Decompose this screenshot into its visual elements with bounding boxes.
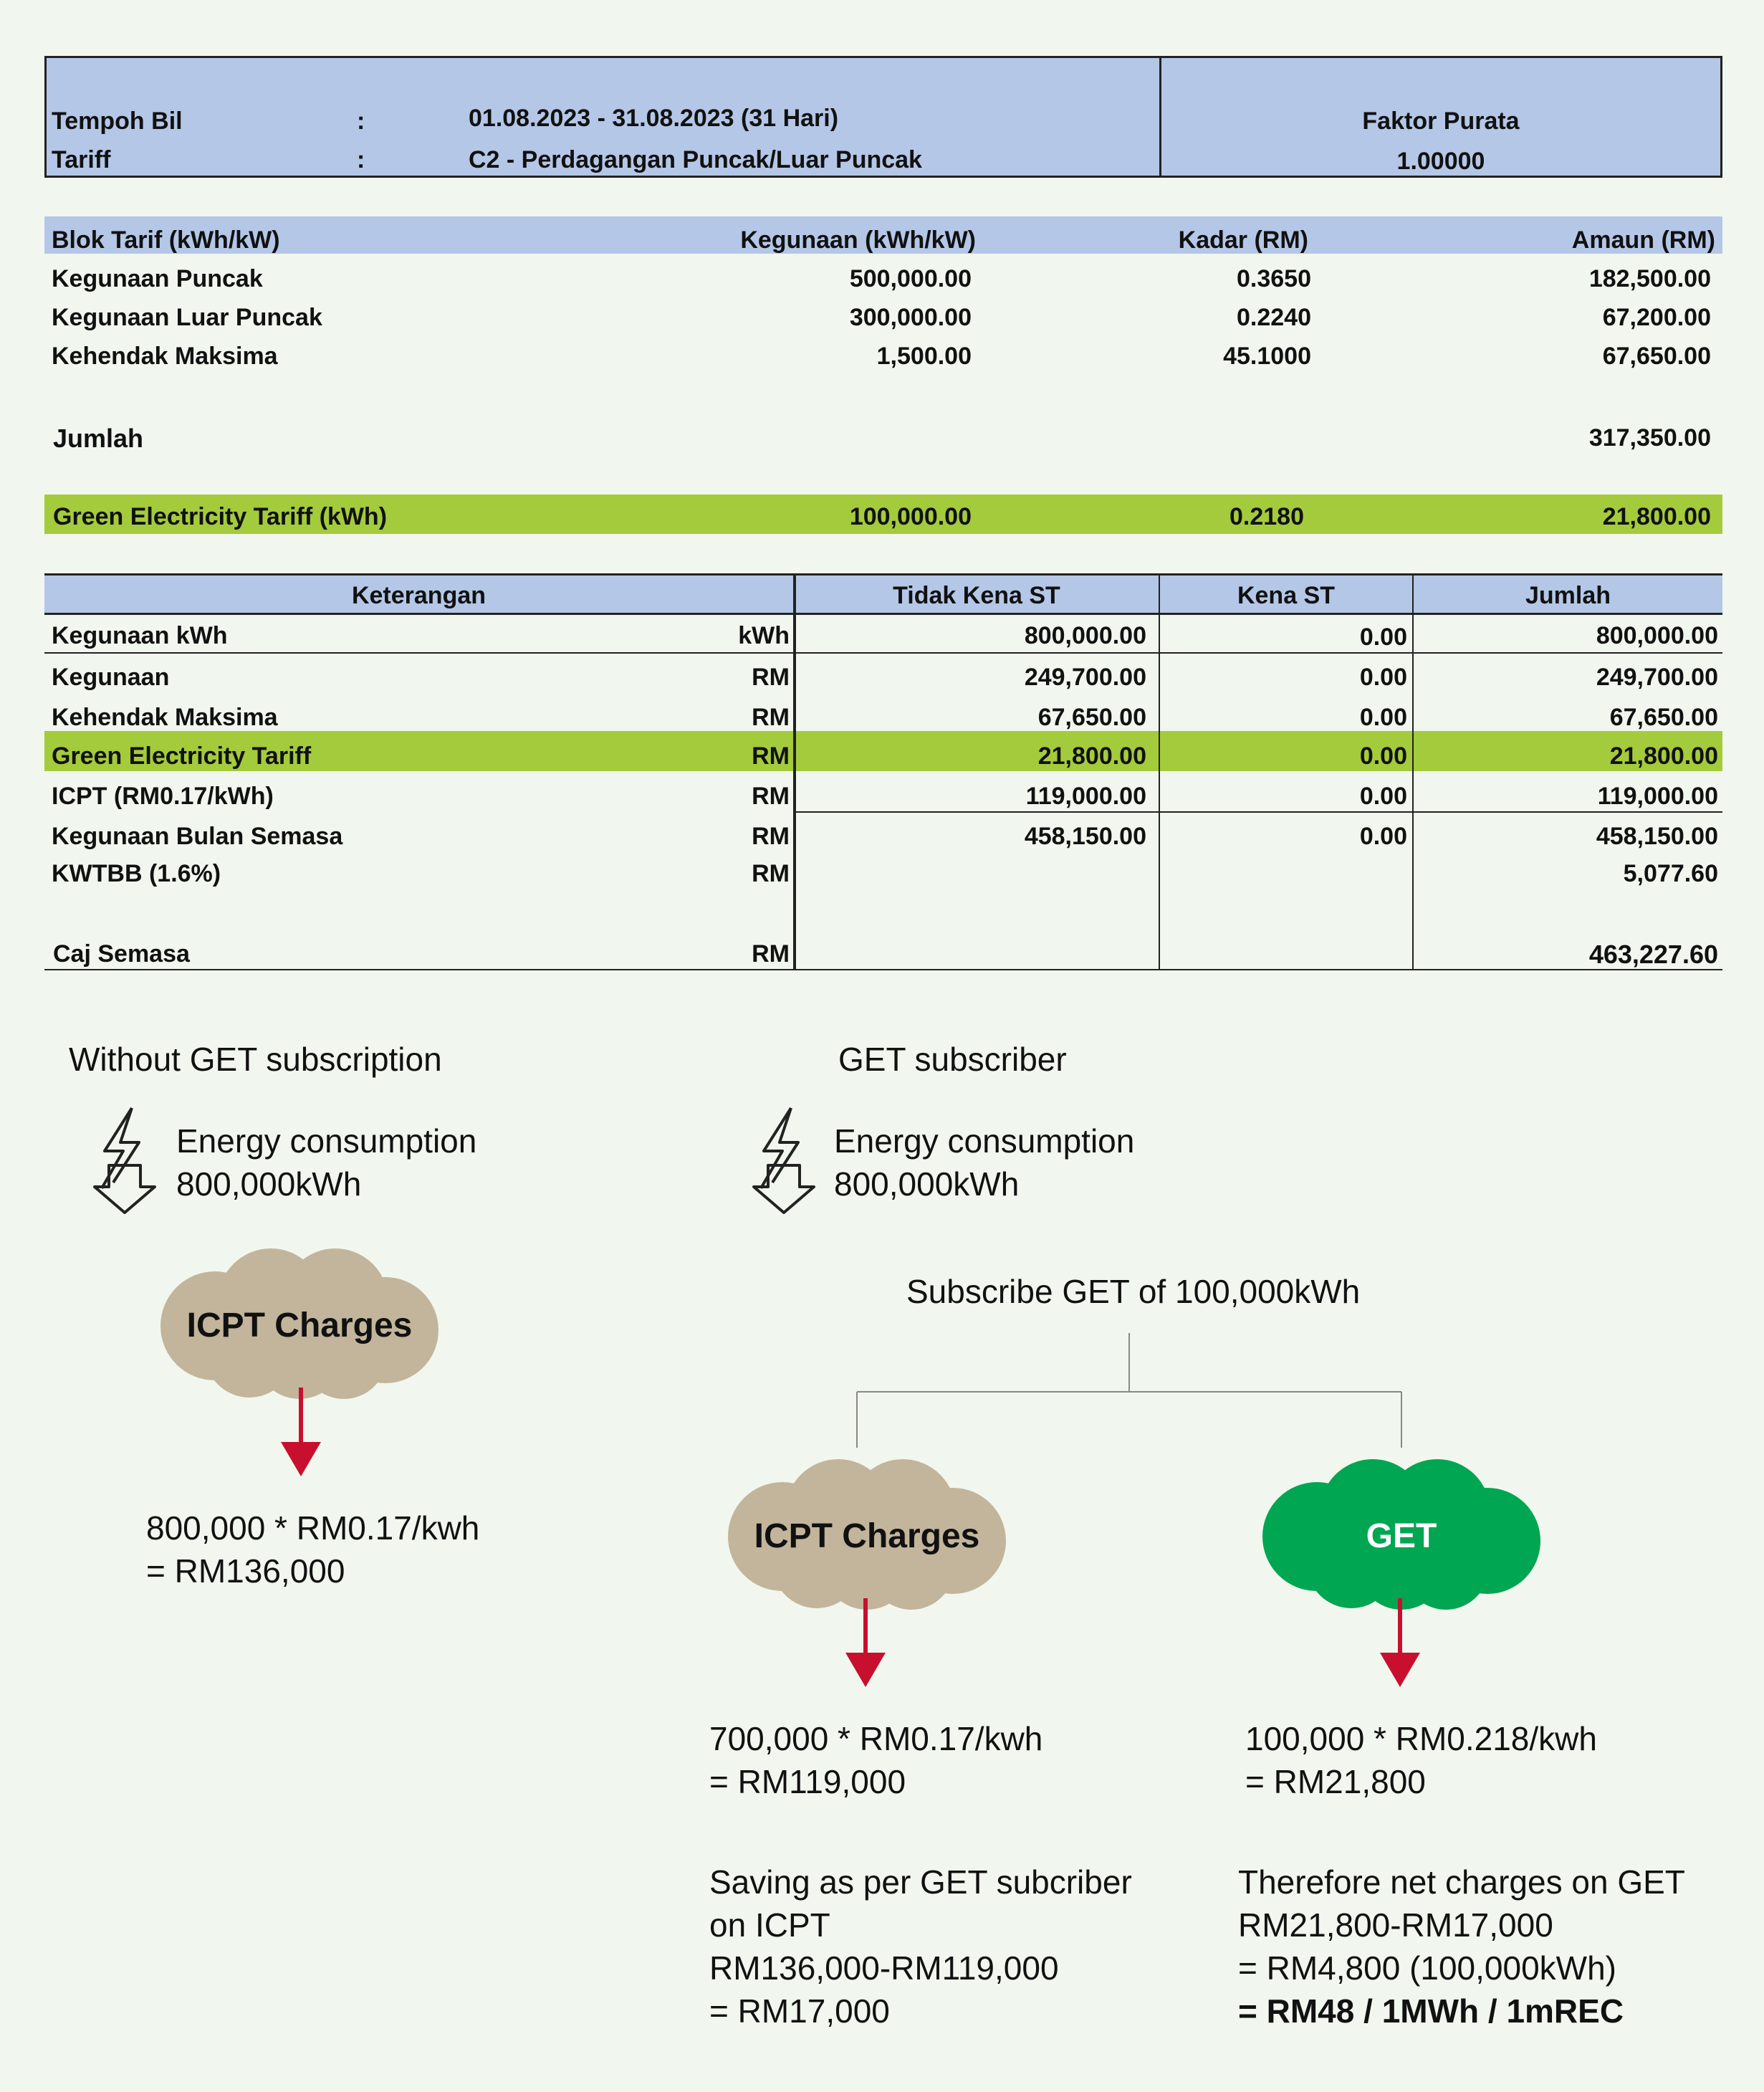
faktor-label: Faktor Purata xyxy=(1362,108,1520,135)
tariff-row-amount: 67,200.00 xyxy=(1602,304,1711,331)
summary-row-unit: RM xyxy=(752,823,790,850)
tariff-row-amount: 182,500.00 xyxy=(1588,265,1711,292)
summary-col-tidak: Tidak Kena ST xyxy=(893,582,1060,609)
summary-col-keterangan: Keterangan xyxy=(351,582,486,609)
tariff-row-label: Kehendak Maksima xyxy=(52,343,278,370)
summary-rowline xyxy=(793,811,1722,813)
tariff-col-amaun: Amaun (RM) xyxy=(1571,226,1715,254)
summary-row-label: Kegunaan xyxy=(52,664,170,691)
lightning-down-icon xyxy=(751,1105,817,1214)
summary-row-kena: 0.00 xyxy=(1359,823,1407,850)
get-calc-line1: 100,000 * RM0.218/kwh xyxy=(1245,1720,1597,1757)
net-line3: = RM4,800 (100,000kWh) xyxy=(1238,1949,1616,1987)
tariff-colon: : xyxy=(357,146,365,173)
net-line2: RM21,800-RM17,000 xyxy=(1238,1906,1553,1944)
summary-row-jumlah: 249,700.00 xyxy=(1596,664,1718,691)
summary-divider xyxy=(1159,573,1160,970)
summary-row-unit: RM xyxy=(752,860,790,887)
tariff-row-rate: 45.1000 xyxy=(1223,343,1311,370)
summary-row-unit: RM xyxy=(752,742,790,770)
summary-row-kena: 0.00 xyxy=(1359,704,1407,731)
caj-semasa-unit: RM xyxy=(752,940,790,968)
right-energy-line1: Energy consumption xyxy=(834,1122,1135,1160)
tempoh-label: Tempoh Bil xyxy=(52,108,183,135)
tariff-get-label: Green Electricity Tariff (kWh) xyxy=(53,503,388,530)
summary-row-kena: 0.00 xyxy=(1359,664,1407,691)
subscribe-get-text: Subscribe GET of 100,000kWh xyxy=(906,1273,1361,1310)
summary-row-jumlah: 800,000.00 xyxy=(1596,622,1718,649)
summary-row-tidak: 800,000.00 xyxy=(1024,622,1146,649)
summary-divider xyxy=(793,573,796,970)
tariff-row-label: Kegunaan Puncak xyxy=(52,265,263,292)
summary-col-jumlah: Jumlah xyxy=(1525,582,1611,609)
tariff-row-usage: 500,000.00 xyxy=(849,265,972,292)
summary-row-tidak: 249,700.00 xyxy=(1024,664,1146,691)
summary-divider xyxy=(1412,573,1414,970)
summary-row-jumlah: 21,800.00 xyxy=(1609,742,1718,770)
summary-bottom-line xyxy=(44,969,1722,970)
left-energy-line1: Energy consumption xyxy=(176,1122,477,1160)
faktor-value: 1.00000 xyxy=(1396,148,1485,175)
tariff-row-rate: 0.2240 xyxy=(1237,304,1311,331)
summary-row-unit: RM xyxy=(752,783,790,810)
summary-row-jumlah: 119,000.00 xyxy=(1597,783,1718,810)
summary-rowline xyxy=(44,652,1722,654)
right-energy-line2: 800,000kWh xyxy=(834,1165,1020,1203)
tariff-col-blok: Blok Tarif (kWh/kW) xyxy=(52,226,280,254)
tariff-get-amount: 21,800.00 xyxy=(1602,503,1711,530)
tariff-row-amount: 67,650.00 xyxy=(1602,343,1711,370)
summary-row-kena: 0.00 xyxy=(1359,624,1407,651)
left-calc-line2: = RM136,000 xyxy=(146,1552,345,1590)
summary-row-tidak: 119,000.00 xyxy=(1025,783,1146,810)
left-calc-line1: 800,000 * RM0.17/kwh xyxy=(146,1509,480,1547)
tariff-value: C2 - Perdagangan Puncak/Luar Puncak xyxy=(469,146,922,173)
get-cloud-label: GET xyxy=(1366,1517,1437,1555)
summary-row-label: Kehendak Maksima xyxy=(52,704,278,731)
saving-line1: Saving as per GET subcriber xyxy=(709,1863,1132,1901)
tariff-row-usage: 1,500.00 xyxy=(876,343,972,370)
saving-line2: on ICPT xyxy=(709,1906,830,1944)
icpt-calc-line2: = RM119,000 xyxy=(709,1763,906,1800)
left-title: Without GET subscription xyxy=(69,1041,442,1078)
summary-row-unit: RM xyxy=(752,704,790,731)
summary-row-jumlah: 67,650.00 xyxy=(1609,704,1718,731)
left-icpt-cloud-label: ICPT Charges xyxy=(186,1307,413,1344)
summary-row-label: Kegunaan Bulan Semasa xyxy=(52,823,343,850)
get-calc-line2: = RM21,800 xyxy=(1245,1763,1426,1800)
arrow-down-icon xyxy=(1377,1598,1423,1689)
tariff-row-rate: 0.3650 xyxy=(1237,265,1311,292)
tariff-col-kegunaan: Kegunaan (kWh/kW) xyxy=(740,226,976,254)
arrow-down-icon xyxy=(843,1598,888,1689)
tariff-row-usage: 300,000.00 xyxy=(849,304,972,331)
summary-row-label: KWTBB (1.6%) xyxy=(52,860,221,887)
summary-row-tidak: 67,650.00 xyxy=(1037,704,1146,731)
saving-line3: RM136,000-RM119,000 xyxy=(709,1949,1059,1987)
tariff-col-kadar: Kadar (RM) xyxy=(1178,226,1308,254)
summary-row-tidak: 21,800.00 xyxy=(1037,742,1146,770)
saving-line4: = RM17,000 xyxy=(709,1992,890,2030)
tempoh-value: 01.08.2023 - 31.08.2023 (31 Hari) xyxy=(469,105,839,132)
tariff-total-amount: 317,350.00 xyxy=(1588,424,1711,452)
branch-connector xyxy=(853,1333,1411,1451)
summary-row-tidak: 458,150.00 xyxy=(1024,823,1146,850)
icpt-calc-line1: 700,000 * RM0.17/kwh xyxy=(709,1720,1043,1757)
caj-semasa-total: 463,227.60 xyxy=(1588,940,1718,969)
tariff-label: Tariff xyxy=(52,146,111,173)
net-line4: = RM48 / 1MWh / 1mREC xyxy=(1238,1992,1624,2030)
summary-row-jumlah: 458,150.00 xyxy=(1596,823,1718,850)
summary-row-unit: RM xyxy=(752,664,790,691)
lightning-down-icon xyxy=(92,1105,158,1214)
summary-row-label: ICPT (RM0.17/kWh) xyxy=(52,783,274,810)
right-icpt-cloud-label: ICPT Charges xyxy=(754,1517,980,1555)
summary-row-unit: kWh xyxy=(738,622,790,649)
tariff-get-rate: 0.2180 xyxy=(1229,503,1304,530)
summary-row-label: Kegunaan kWh xyxy=(52,622,228,649)
summary-row-kena: 0.00 xyxy=(1359,783,1407,810)
summary-row-jumlah: 5,077.60 xyxy=(1623,860,1718,887)
tempoh-colon: : xyxy=(357,108,365,135)
tariff-total-label: Jumlah xyxy=(53,424,144,453)
arrow-down-icon xyxy=(278,1387,324,1478)
caj-semasa-label: Caj Semasa xyxy=(53,940,190,968)
net-line1: Therefore net charges on GET xyxy=(1238,1863,1685,1901)
left-energy-line2: 800,000kWh xyxy=(176,1165,362,1203)
tariff-row-label: Kegunaan Luar Puncak xyxy=(52,304,322,331)
summary-row-kena: 0.00 xyxy=(1359,742,1407,770)
summary-row-label: Green Electricity Tariff xyxy=(52,742,312,770)
right-title: GET subscriber xyxy=(838,1041,1067,1078)
tariff-get-usage: 100,000.00 xyxy=(849,503,972,530)
summary-col-kena: Kena ST xyxy=(1237,582,1336,609)
